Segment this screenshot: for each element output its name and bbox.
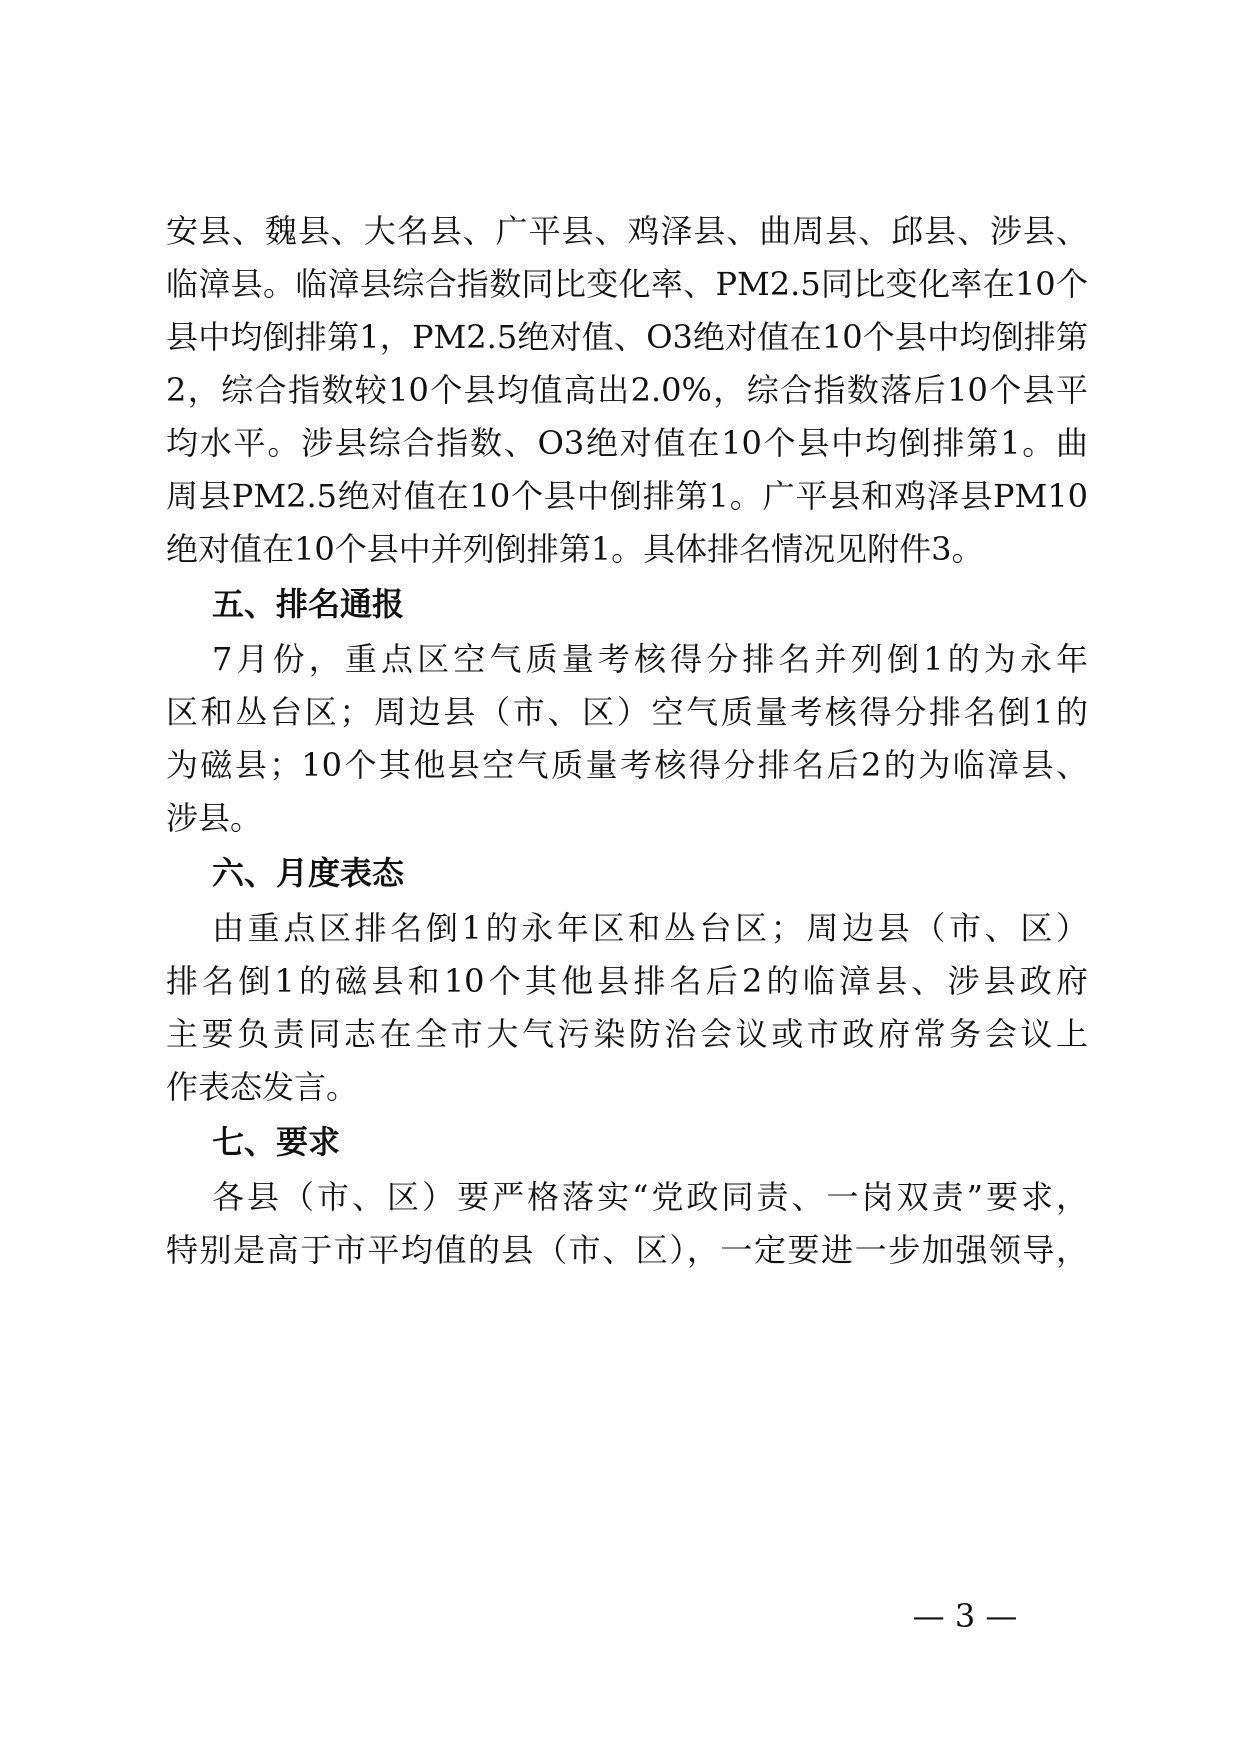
body-line: 临漳县。临漳县综合指数同比变化率、PM2.5同比变化率在10个 <box>166 265 1088 303</box>
body-line: 县中均倒排第1，PM2.5绝对值、O3绝对值在10个县中均倒排第 <box>166 318 1088 356</box>
body-line: 主要负责同志在全市大气污染防治会议或市政府常务会议上 <box>166 1015 1088 1053</box>
body-line: 7月份，重点区空气质量考核得分排名并列倒1的为永年 <box>212 640 1088 678</box>
body-line: 排名倒1的磁县和10个其他县排名后2的临漳县、涉县政府 <box>166 962 1088 1000</box>
body-line: 周县PM2.5绝对值在10个县中倒排第1。广平县和鸡泽县PM10 <box>166 477 1088 515</box>
body-line: 特别是高于市平均值的县（市、区），一定要进一步加强领导， <box>166 1231 1088 1269</box>
body-line: 均水平。涉县综合指数、O3绝对值在10个县中均倒排第1。曲 <box>166 424 1088 462</box>
body-line: 2，综合指数较10个县均值高出2.0%，综合指数落后10个县平 <box>166 371 1088 409</box>
body-line: 由重点区排名倒1的永年区和丛台区；周边县（市、区） <box>212 909 1088 947</box>
section-heading-5: 五、排名通报 <box>212 585 405 623</box>
body-line: 为磁县；10个其他县空气质量考核得分排名后2的为临漳县、 <box>166 746 1088 784</box>
page-number: — 3 — <box>912 1597 1018 1635</box>
body-line: 区和丛台区；周边县（市、区）空气质量考核得分排名倒1的 <box>166 693 1088 731</box>
body-line: 涉县。 <box>166 799 263 837</box>
section-heading-6: 六、月度表态 <box>212 854 405 892</box>
body-line: 安县、魏县、大名县、广平县、鸡泽县、曲周县、邱县、涉县、 <box>166 212 1088 250</box>
body-line: 绝对值在10个县中并列倒排第1。具体排名情况见附件3。 <box>166 530 984 568</box>
body-line: 各县（市、区）要严格落实“党政同责、一岗双责”要求， <box>212 1178 1088 1216</box>
body-line: 作表态发言。 <box>166 1068 359 1106</box>
section-heading-7: 七、要求 <box>212 1123 341 1161</box>
